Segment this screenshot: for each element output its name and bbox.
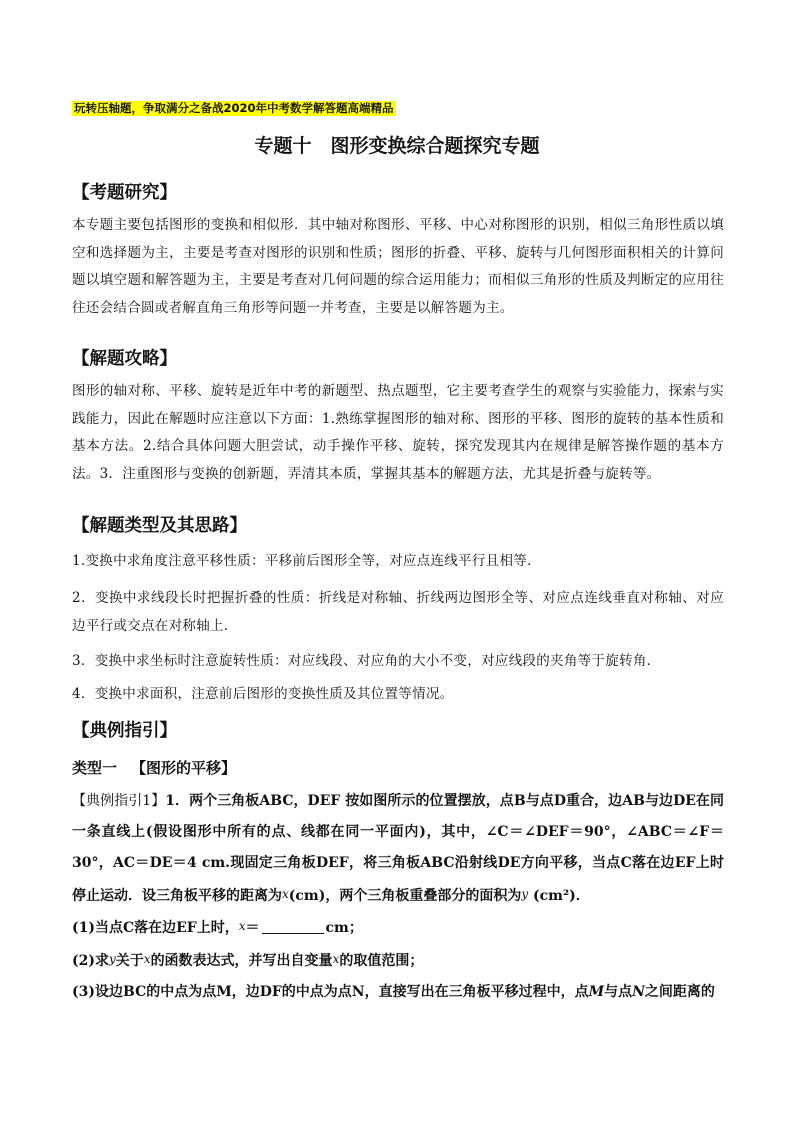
section-heading-research: 【考题研究】 — [72, 183, 177, 203]
question-2-about: 关于 — [115, 953, 144, 969]
question-3-end: 之间距离的 — [644, 984, 715, 1000]
type-item-4: 4．变换中求面积，注意前后图形的变换性质及其位置等情况。 — [72, 686, 454, 702]
example-x-unit: (cm)，两个三角板重叠部分的面积为 — [288, 888, 522, 904]
var-x: x — [332, 952, 340, 966]
question-3-and: 与点 — [604, 984, 633, 1000]
var-x: x — [238, 919, 246, 933]
example-problem — [72, 786, 724, 912]
question-2-mid: 的函数表达式，并写出自变量 — [150, 953, 333, 969]
type-one-heading — [72, 756, 236, 780]
question-2 — [72, 947, 732, 973]
section-heading-examples: 【典例指引】 — [72, 721, 177, 741]
answer-blank — [262, 919, 324, 934]
question-2-text: (2)求 — [72, 953, 109, 969]
point-n: N — [632, 984, 645, 1000]
question-1 — [72, 914, 732, 940]
example-text: 1．两个三角板ABC，DEF 按如图所示的位置摆放，点B与点D重合，边AB与边DE在同一条直线上(假设图形中所有的点、线都在同一平面内)，其中，∠C＝∠DEF＝90°，∠ABC＝∠F＝30°，AC＝DE＝4 cm.现固定三角板DEF，将三角板ABC沿射线DE方向平移，当点C落在边EF上时停止运动．设三角板平移的距离为 — [72, 793, 724, 904]
research-paragraph: 本专题主要包括图形的变换和相似形．其中轴对称图形、平移、中心对称图形的识别，相似三角形性质以填空和选择题为主，主要是考查对图形的识别和性质；图形的折叠、平移、旋转与几何图形面积相关的计算问题以填空题和解答题为主，主要是考查对几何问题的综合运用能力；而相似三角形的性质及判断定的应用往往还会结合圆或者解直角三角形等问题一并考查，主要是以解答题为主。 — [72, 217, 724, 316]
var-y: y — [521, 887, 529, 901]
type-one-label: 类型一 — [72, 759, 118, 777]
header-banner: 玩转压轴题，争取满分之备战2020年中考数学解答题高端精品 — [74, 101, 394, 115]
section-heading-types: 【解题类型及其思路】 — [72, 516, 247, 536]
point-m: M — [588, 984, 605, 1000]
question-3 — [72, 980, 732, 1004]
question-1-unit: cm； — [325, 920, 363, 936]
var-x: x — [143, 952, 151, 966]
page-title: 专题十 图形变换综合题探究专题 — [254, 135, 540, 157]
example-y-unit: (cm²)． — [528, 888, 590, 904]
question-3-text: (3)设边BC的中点为点M，边DF的中点为点N，直接写出在三角板平移过程中，点 — [72, 984, 589, 1000]
type-item-3: 3．变换中求坐标时注意旋转性质：对应线段、对应角的大小不变，对应线段的夹角等于旋转角． — [72, 653, 661, 669]
question-1-text: (1)当点C落在边EF上时， — [72, 920, 239, 936]
example-tag: 【典例指引1】 — [72, 793, 166, 809]
var-x: x — [282, 887, 289, 901]
type-item-1: 1.变换中求角度注意平移性质：平移前后图形全等，对应点连线平行且相等． — [72, 553, 541, 569]
strategy-paragraph: 图形的轴对称、平移、旋转是近年中考的新题型、热点题型，它主要考查学生的观察与实验能力，探索与实践能力，因此在解题时应注意以下方面：1.熟练掌握图形的轴对称、图形的平移、图形的旋转的基本性质和基本方法。2.结合具体问题大胆尝试，动手操作平移、旋转，探究发现其内在规律是解答操作题的基本方法。3．注重图形与变换的创新题，弄清其本质，掌握其基本的解题方法，尤其是折叠与旋转等。 — [72, 383, 724, 482]
type-one-name: 【图形的平移】 — [131, 759, 237, 777]
var-y: y — [109, 952, 116, 966]
question-2-end: 的取值范围； — [339, 953, 424, 969]
question-1-equals: ＝ — [245, 920, 260, 936]
type-item-2: 2．变换中求线段长时把握折叠的性质：折线是对称轴、折线两边图形全等、对应点连线垂直对称轴、对应边平行或交点在对称轴上． — [72, 590, 724, 634]
section-heading-strategy: 【解题攻略】 — [72, 349, 177, 369]
